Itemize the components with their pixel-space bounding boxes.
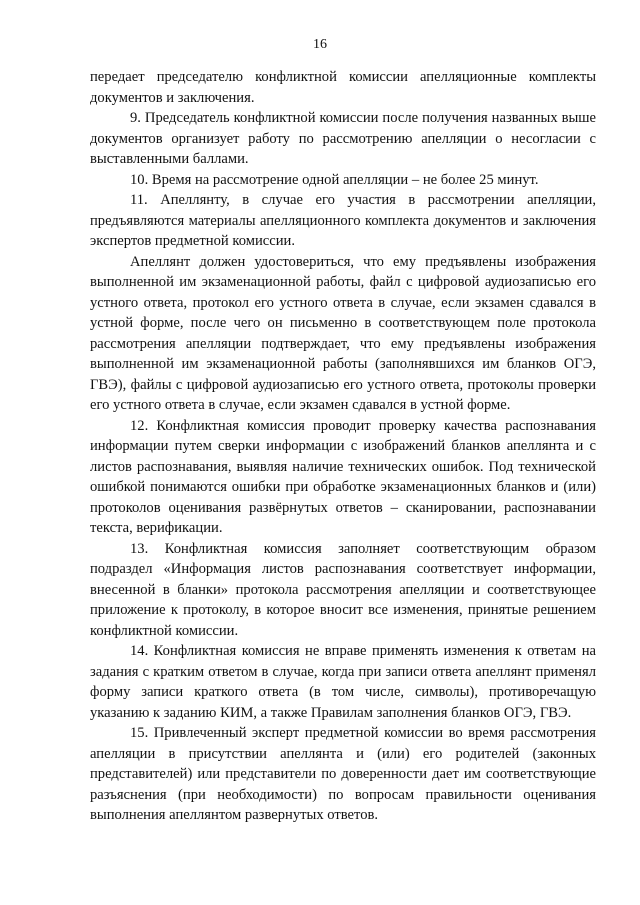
paragraph-11-appellant: Апеллянт должен удостовериться, что ему предъявлены изображения выполненной им экзаменационной работы, файл с цифровой аудиозаписью его устного ответа, протокол его устного ответа в случае, если экзамен сдавался в устной форме, после чего он письменно в соответствующем поле протокола рассмотрения апелляции подтверждает, что ему предъявлены изображения выполненной им экзаменационной работы (заполнявшихся им бланков ОГЭ, ГВЭ), файлы с цифровой аудиозаписью его устного ответа, протоколы проверки его устного ответа в случае, если экзамен сдавался в устной форме. <box>90 253 596 413</box>
page-number: 16 <box>313 37 327 52</box>
paragraph-continuation: передает председателю конфликтной комиссии апелляционные комплекты документов и заключения. <box>90 69 596 106</box>
paragraph-15: 15. Привлеченный эксперт предметной комиссии во время рассмотрения апелляции в присутствии апеллянта и (или) его родителей (законных представителей) или представители по доверенности дает им соответствующие разъяснения (при необходимости) по вопросам правильности оценивания выполнения апеллянтом развернутых ответов. <box>90 725 596 823</box>
paragraph-12: 12. Конфликтная комиссия проводит проверку качества распознавания информации путем сверки информации с изображений бланков апеллянта и с листов распознавания, выявляя наличие технических ошибок. Под технической ошибкой понимаются ошибки при обработке экзаменационных бланков и (или) протоколов оценивания развёрнутых ответов – сканировании, распознавании текста, верификации. <box>90 417 596 536</box>
paragraph-11: 11. Апеллянту, в случае его участия в рассмотрении апелляции, предъявляются материалы апелляционного комплекта документов и заключения экспертов предметной комиссии. <box>90 192 596 249</box>
paragraph-10: 10. Время на рассмотрение одной апелляции – не более 25 минут. <box>130 171 539 188</box>
paragraph-9: 9. Председатель конфликтной комиссии после получения названных выше документов организует работу по рассмотрению апелляции о несогласии с выставленными баллами. <box>90 110 596 167</box>
document-body <box>90 67 596 826</box>
paragraph-14: 14. Конфликтная комиссия не вправе применять изменения к ответам на задания с кратким ответом в случае, когда при записи ответа апеллянт применял форму записи краткого ответа (в том числе, символы), противоречащую указанию к заданию КИМ, а также Правилам заполнения бланков ОГЭ, ГВЭ. <box>90 643 596 721</box>
paragraph-13: 13. Конфликтная комиссия заполняет соответствующим образом подраздел «Информация листов распознавания соответствует информации, внесенной в бланки» протокола рассмотрения апелляции и соответствующее приложение к протоколу, в которое вносит все изменения, принятые решением конфликтной комиссии. <box>90 540 596 639</box>
